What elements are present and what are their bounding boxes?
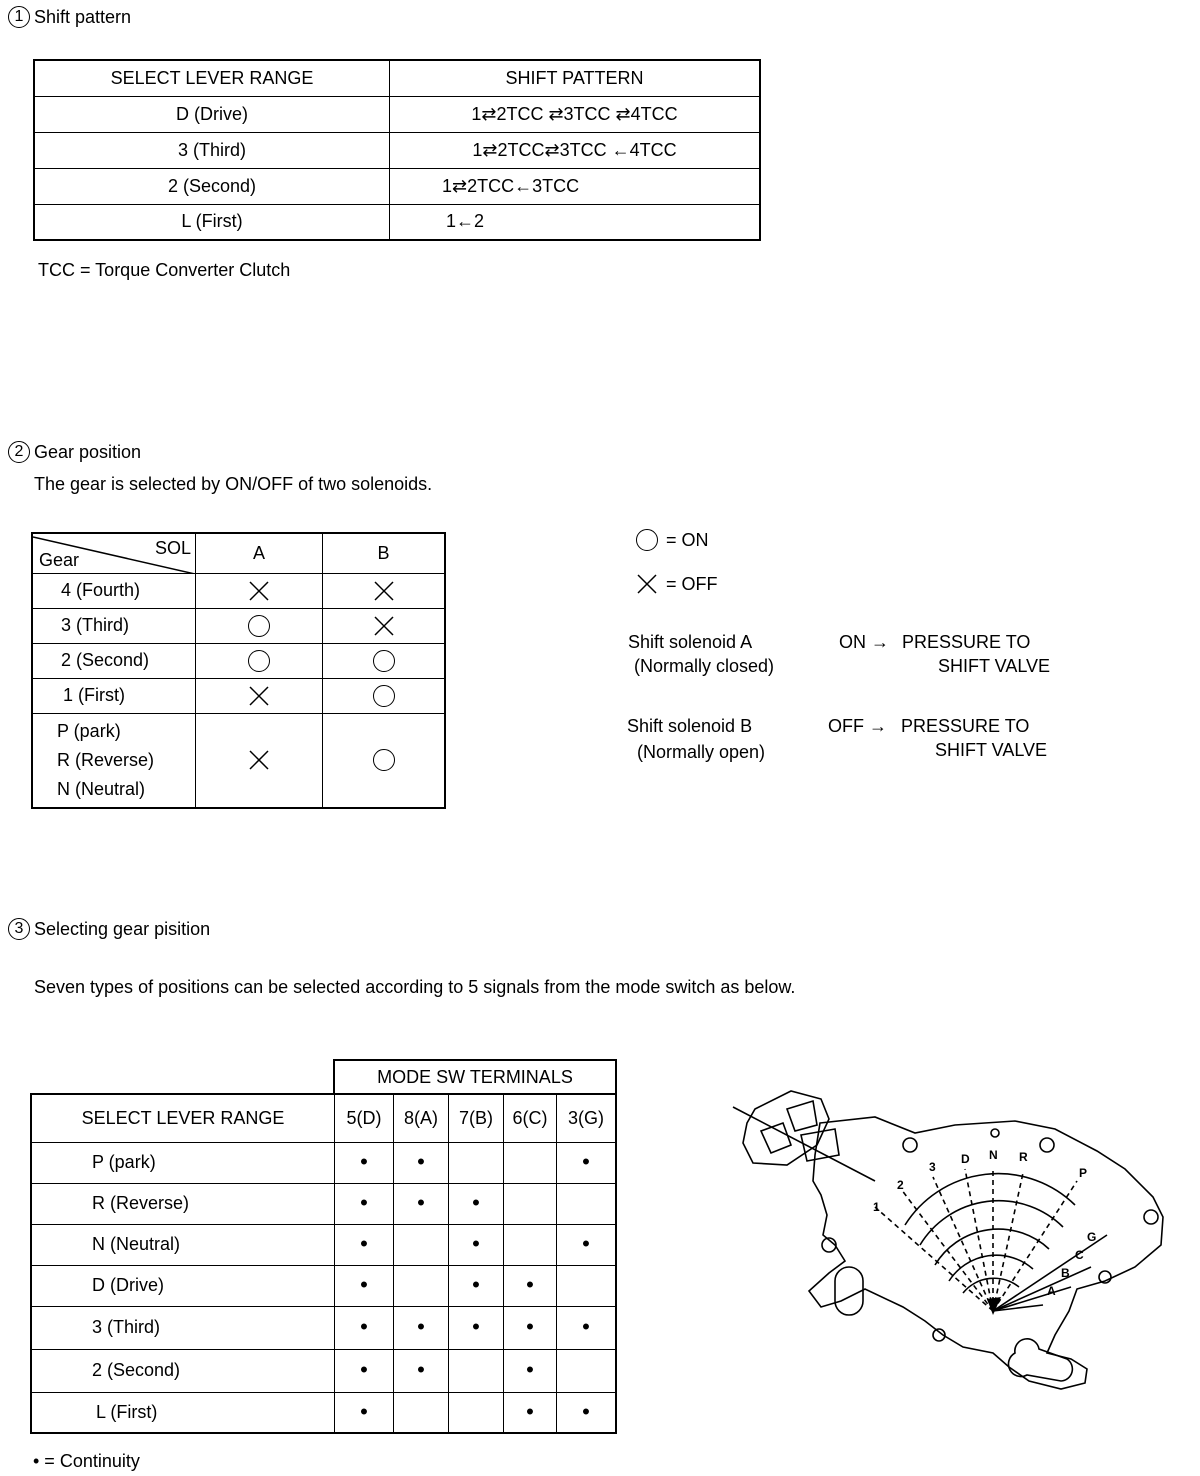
continuity-dot: •: [360, 1357, 368, 1382]
sol-a-effect: SHIFT VALVE: [938, 656, 1051, 676]
on-circle-icon: [373, 650, 395, 672]
continuity-cell: [557, 1392, 617, 1433]
continuity-cell: [504, 1392, 557, 1433]
range-cell: 2 (Second): [34, 168, 390, 204]
mounting-hole: [903, 1138, 917, 1152]
on-circle-icon: [373, 749, 395, 771]
terminal-header: 6(C): [504, 1094, 557, 1142]
column-header: SHIFT PATTERN: [390, 60, 761, 96]
gear-cell: 4 (Fourth): [32, 573, 196, 608]
pattern-cell: 1⇄2TCC←3TCC: [390, 168, 761, 204]
continuity-dot: •: [360, 1272, 368, 1297]
table-row: [32, 678, 445, 713]
table-row: [32, 713, 445, 808]
table-row: [34, 132, 760, 168]
continuity-dot: •: [417, 1314, 425, 1339]
arrow-right-icon: →: [866, 632, 890, 652]
mounting-hole: [1040, 1138, 1054, 1152]
corner-sol-label: SOL: [154, 538, 191, 558]
sol-a-cell: [196, 608, 323, 643]
continuity-dot: •: [360, 1231, 368, 1256]
table-header-row: [34, 60, 760, 96]
diagram-label: 3: [929, 1160, 936, 1174]
continuity-dot: •: [360, 1149, 368, 1174]
continuity-cell: [394, 1392, 449, 1433]
table-row: [34, 96, 760, 132]
sol-a-effect: PRESSURE TO: [902, 632, 1031, 652]
section-number-badge: 3: [8, 918, 30, 940]
range-cell: R (Reverse): [31, 1183, 335, 1224]
continuity-cell: [394, 1349, 449, 1392]
range-cell: 3 (Third): [31, 1306, 335, 1349]
continuity-dot: •: [526, 1398, 534, 1424]
diagram-label: 1: [873, 1200, 880, 1214]
continuity-cell: [335, 1349, 394, 1392]
continuity-dot: •: [582, 1231, 590, 1256]
pattern-cell: 1⇄2TCC ⇄3TCC ⇄4TCC: [390, 96, 761, 132]
section-title: Shift pattern: [34, 6, 132, 27]
continuity-cell: [335, 1224, 394, 1265]
terminal-header: 3(G): [557, 1094, 617, 1142]
sol-a-state: ON →: [839, 632, 890, 652]
column-header: B: [323, 533, 446, 573]
continuity-cell: [557, 1183, 617, 1224]
sol-b-type: (Normally open): [637, 742, 766, 762]
sol-b-cell: [323, 678, 446, 713]
diagram-label: G: [1087, 1230, 1097, 1244]
continuity-dot: •: [360, 1314, 368, 1339]
section-1-heading: [8, 6, 131, 28]
diagram-label: N: [989, 1148, 998, 1162]
table-row: [32, 573, 445, 608]
pattern-cell: 1⇄2TCC⇄3TCC ←4TCC: [390, 132, 761, 168]
legend-on-label: = ON: [666, 529, 709, 550]
range-cell: L (First): [34, 204, 390, 240]
tcc-note: TCC = Torque Converter Clutch: [38, 260, 291, 280]
continuity-dot: •: [472, 1314, 480, 1339]
continuity-dot: •: [472, 1231, 480, 1256]
sol-a-cell: [196, 678, 323, 713]
cross-icon: [636, 573, 658, 595]
on-circle-icon: [248, 650, 270, 672]
column-header: SELECT LEVER RANGE: [31, 1094, 335, 1142]
continuity-cell: [394, 1306, 449, 1349]
diagram-label: C: [1075, 1248, 1084, 1262]
range-cell: 2 (Second): [31, 1349, 335, 1392]
table-row: [31, 1349, 616, 1392]
table-row: [31, 1392, 616, 1433]
sol-a-cell: [196, 573, 323, 608]
section-subtitle: Seven types of positions can be selected according to 5 signals from the mode switch as below.: [34, 977, 796, 997]
pattern-cell: 1←2: [390, 204, 761, 240]
connector-block: [743, 1091, 829, 1165]
leader-line: [733, 1107, 875, 1181]
section-3-heading: [8, 918, 210, 940]
continuity-cell: [557, 1349, 617, 1392]
continuity-cell: [557, 1306, 617, 1349]
sol-a-name: Shift solenoid A: [628, 632, 753, 652]
section-number-badge: 2: [8, 441, 30, 463]
diagram-label: D: [961, 1152, 970, 1166]
continuity-cell: [449, 1142, 504, 1183]
mounting-hole: [1144, 1210, 1158, 1224]
slot: [835, 1267, 863, 1315]
continuity-cell: [335, 1142, 394, 1183]
gear-label: R (Reverse): [57, 749, 155, 770]
continuity-cell: [557, 1142, 617, 1183]
continuity-dot: •: [526, 1272, 534, 1297]
range-cell: 3 (Third): [34, 132, 390, 168]
terminal-header: 8(A): [394, 1094, 449, 1142]
terminal-header: 5(D): [335, 1094, 394, 1142]
diagram-label: P: [1079, 1166, 1088, 1180]
continuity-dot: •: [526, 1357, 534, 1382]
table-row: [31, 1224, 616, 1265]
continuity-cell: [449, 1265, 504, 1306]
section-title: Gear position: [34, 441, 142, 462]
continuity-cell: [394, 1224, 449, 1265]
continuity-cell: [394, 1265, 449, 1306]
range-cell: N (Neutral): [31, 1224, 335, 1265]
gear-solenoid-table: [31, 532, 446, 809]
gear-cell: 3 (Third): [32, 608, 196, 643]
range-cell: D (Drive): [31, 1265, 335, 1306]
table-header-row: [31, 1094, 616, 1142]
continuity-cell: [335, 1183, 394, 1224]
diagram-label: B: [1061, 1266, 1070, 1280]
continuity-cell: [504, 1224, 557, 1265]
table-row: [31, 1306, 616, 1349]
continuity-dot: •: [582, 1398, 590, 1424]
off-cross-icon: [373, 580, 395, 602]
continuity-cell: [335, 1306, 394, 1349]
legend-off: [636, 573, 718, 595]
gear-cell: 2 (Second): [32, 643, 196, 678]
continuity-cell: [394, 1142, 449, 1183]
mode-switch-table: [30, 1093, 617, 1434]
continuity-cell: [335, 1265, 394, 1306]
circle-icon: [636, 529, 658, 551]
continuity-cell: [449, 1306, 504, 1349]
table-row: [32, 608, 445, 643]
continuity-cell: [504, 1306, 557, 1349]
continuity-dot: •: [360, 1190, 368, 1215]
gear-cell: 1 (First): [32, 678, 196, 713]
table-row: [34, 204, 760, 240]
gear-label: N (Neutral): [57, 778, 146, 799]
continuity-cell: [557, 1265, 617, 1306]
sol-b-name: Shift solenoid B: [627, 716, 753, 736]
continuity-dot: •: [472, 1272, 480, 1297]
gear-cell: [32, 713, 196, 808]
table-row: [31, 1142, 616, 1183]
continuity-cell: [449, 1392, 504, 1433]
continuity-dot: •: [582, 1149, 590, 1174]
sol-b-cell: [323, 713, 446, 808]
continuity-cell: [335, 1392, 394, 1433]
continuity-dot: •: [360, 1398, 368, 1424]
off-cross-icon: [248, 749, 270, 771]
gear-label: P (park): [57, 720, 121, 741]
continuity-dot: •: [582, 1314, 590, 1339]
off-cross-icon: [373, 615, 395, 637]
continuity-cell: [504, 1142, 557, 1183]
continuity-dot: •: [472, 1190, 480, 1215]
legend-off-label: = OFF: [666, 573, 718, 594]
continuity-note: • = Continuity: [33, 1451, 140, 1471]
table-row: [31, 1265, 616, 1306]
sol-a-cell: [196, 643, 323, 678]
range-cell: P (park): [31, 1142, 335, 1183]
continuity-cell: [449, 1183, 504, 1224]
mode-sw-group-header: MODE SW TERMINALS: [333, 1059, 617, 1093]
switch-housing-outline: [809, 1117, 1163, 1389]
sol-b-effect: SHIFT VALVE: [935, 740, 1048, 760]
table-row: [34, 168, 760, 204]
off-cross-icon: [248, 580, 270, 602]
column-header: SELECT LEVER RANGE: [34, 60, 390, 96]
continuity-dot: •: [417, 1357, 425, 1382]
continuity-cell: [394, 1183, 449, 1224]
shift-pattern-table: [33, 59, 761, 241]
off-cross-icon: [248, 685, 270, 707]
continuity-cell: [449, 1349, 504, 1392]
corner-gear-label: Gear: [39, 549, 80, 570]
section-number-badge: 1: [8, 6, 30, 28]
legend-on: [636, 529, 709, 551]
section-subtitle: The gear is selected by ON/OFF of two solenoids.: [34, 474, 433, 494]
sol-b-cell: [323, 643, 446, 678]
section-title: Selecting gear pisition: [34, 918, 211, 939]
on-circle-icon: [248, 615, 270, 637]
continuity-dot: •: [417, 1149, 425, 1174]
continuity-cell: [557, 1224, 617, 1265]
diagram-label: A: [1047, 1284, 1056, 1298]
continuity-cell: [449, 1224, 504, 1265]
diagram-label: 2: [897, 1178, 904, 1192]
arrow-right-icon: →: [864, 716, 888, 736]
range-cell: L (First): [31, 1392, 335, 1433]
sol-b-effect: PRESSURE TO: [901, 716, 1030, 736]
continuity-cell: [504, 1265, 557, 1306]
sol-a-type: (Normally closed): [634, 656, 775, 676]
continuity-cell: [504, 1349, 557, 1392]
sol-b-state: OFF →: [828, 716, 888, 736]
section-2-heading: [8, 441, 141, 463]
continuity-dot: •: [526, 1314, 534, 1339]
table-header-row: [32, 533, 445, 573]
table-row: [32, 643, 445, 678]
column-header: A: [196, 533, 323, 573]
slot: [1008, 1339, 1072, 1381]
table-row: [31, 1183, 616, 1224]
diagonal-header-cell: [32, 533, 196, 573]
range-cell: D (Drive): [34, 96, 390, 132]
on-circle-icon: [373, 685, 395, 707]
sol-b-cell: [323, 608, 446, 643]
terminal-header: 7(B): [449, 1094, 504, 1142]
mode-switch-diagram: [725, 1085, 1175, 1395]
mounting-hole: [991, 1129, 999, 1137]
continuity-cell: [504, 1183, 557, 1224]
continuity-dot: •: [417, 1190, 425, 1215]
diagram-label: R: [1019, 1150, 1028, 1164]
sol-b-cell: [323, 573, 446, 608]
sol-a-cell: [196, 713, 323, 808]
